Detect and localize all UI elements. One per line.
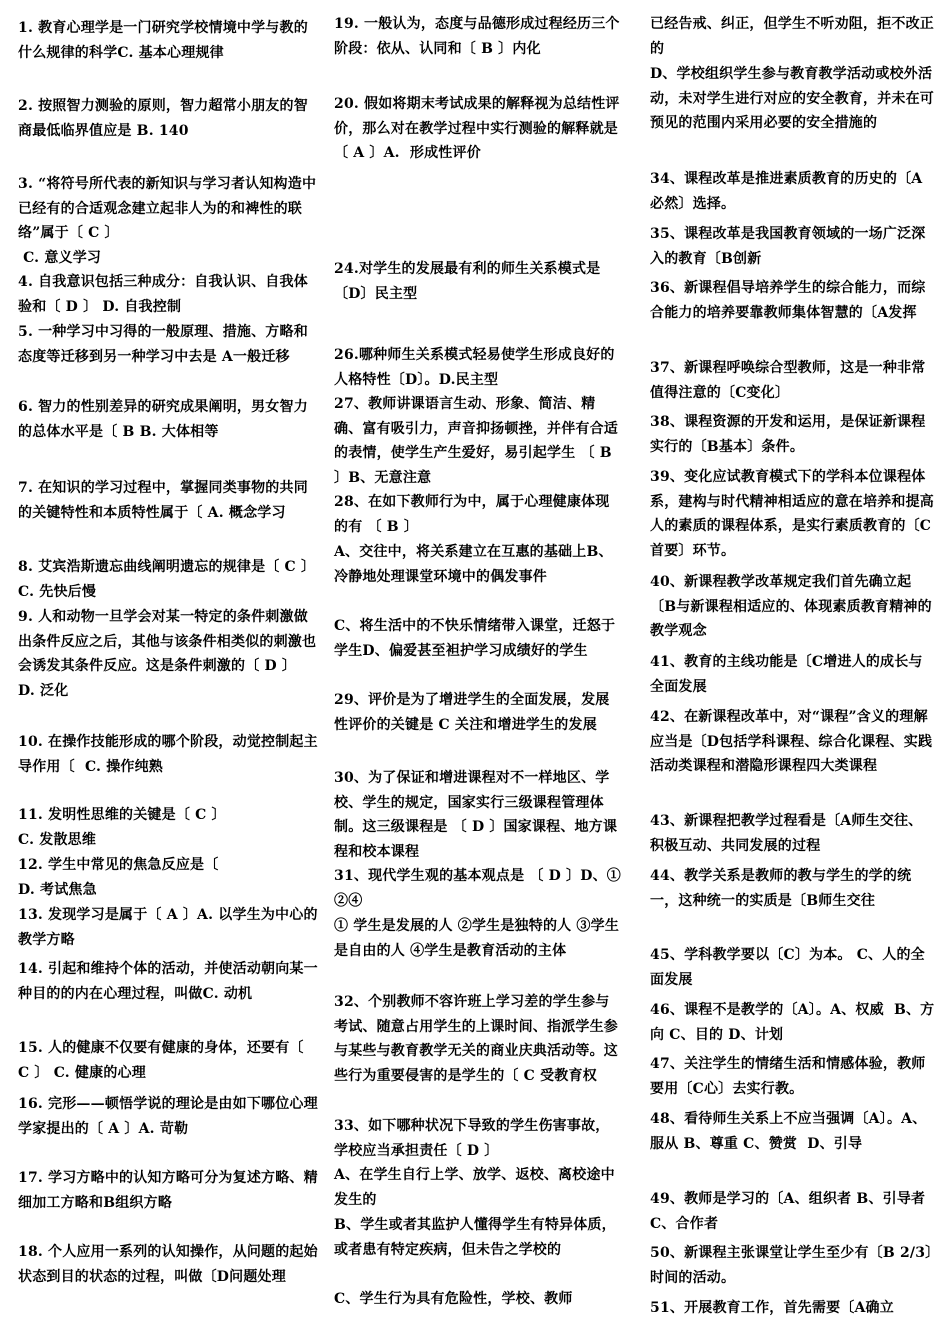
middle-column bbox=[334, 0, 622, 1344]
question-45: 45、学科教学要以〔C〕为本。 C、人的全面发展 bbox=[650, 947, 925, 988]
question-47: 47、关注学生的情绪生活和情感体验，教师要用〔C心〕去实行教。 bbox=[650, 1056, 926, 1097]
question-17: 17. 学习方略中的认知方略可分为复述方略、精细加工方略和B组织方略 bbox=[18, 1170, 318, 1211]
question-41: 41、教育的主线功能是〔C增进人的成长与全面发展 bbox=[650, 654, 923, 695]
question-10: 10. 在操作技能形成的哪个阶段，动觉控制起主导作用〔 C. 操作纯熟 bbox=[18, 734, 318, 775]
question-9: 9. 人和动物一旦学会对某一特定的条件刺激做出条件反应之后，其他与该条件相类似的刺激也会诱发其条件反应。这是条件刺激的〔 D 〕 D. 泛化 bbox=[18, 609, 317, 699]
question-42: 42、在新课程改革中，对“课程”含义的理解应当是〔D包括学科课程、综合化课程、实践活动类课程和潜隐形课程四大类课程 bbox=[650, 709, 933, 775]
question-7: 7. 在知识的学习过程中，掌握同类事物的共同的关键特性和本质特性属于〔 A. 概念学习 bbox=[18, 480, 308, 521]
question-31-statements: ① 学生是发展的人 ②学生是独特的人 ③学生是自由的人 ④学生是教育活动的主体 bbox=[334, 918, 620, 959]
question-13: 13. 发现学习是属于〔 A 〕A. 以学生为中心的教学方略 bbox=[18, 907, 318, 948]
question-1: 1. 教育心理学是一门研究学校情境中学与教的什么规律的科学C. 基本心理规律 bbox=[18, 20, 308, 61]
question-27: 27、教师讲课语言生动、形象、简洁、精确、富有吸引力，声音抑扬顿挫，并伴有合适的表情，使学生产生爱好，易引起学生 〔 B 〕B、无意注意 bbox=[334, 396, 618, 486]
question-31: 31、现代学生观的基本观点是 〔 D 〕D、①②④ bbox=[334, 868, 621, 909]
question-2: 2. 按照智力测验的原则，智力超常小朋友的智商最低临界值应是 B. 140 bbox=[18, 98, 308, 139]
question-20: 20. 假如将期末考试成果的解释视为总结性评价，那么对在教学过程中实行测验的解释就是〔 A 〕A. 形成性评价 bbox=[334, 96, 620, 162]
question-38: 38、课程资源的开发和运用，是保证新课程实行的〔B基本〕条件。 bbox=[650, 414, 926, 455]
question-37: 37、新课程呼唤综合型教师，这是一种非常值得注意的〔C变化〕 bbox=[650, 360, 926, 401]
question-16: 16. 完形——顿悟学说的理论是由如下哪位心理学家提出的〔 A 〕A. 苛勒 bbox=[18, 1096, 318, 1137]
question-34: 34、课程改革是推进素质教育的历史的〔A必然〕选择。 bbox=[650, 171, 923, 212]
right-column bbox=[650, 0, 935, 1344]
question-6: 6. 智力的性别差异的研究成果阐明，男女智力的总体水平是〔 B B. 大体相等 bbox=[18, 399, 308, 440]
question-14: 14. 引起和维持个体的活动，并使活动朝向某一种目的的内在心理过程，叫做C. 动机 bbox=[18, 961, 318, 1002]
question-28-options-cd: C、将生活中的不快乐情绪带入课堂，迁怒于学生D、偏爱甚至袒护学习成绩好的学生 bbox=[334, 618, 616, 659]
question-33-option-d: D、学校组织学生参与教育教学活动或校外活动，未对学生进行对应的安全教育，并未在可预见的范围内采用必要的安全措施的 bbox=[650, 66, 934, 132]
question-39: 39、变化应试教育模式下的学科本位课程体系，建构与时代精神相适应的意在培养和提高人的素质的课程体系，是实行素质教育的〔C首要〕环节。 bbox=[650, 469, 934, 559]
question-33-option-c: C、学生行为具有危险性，学校、教师 bbox=[334, 1291, 573, 1307]
question-11: 11. 发明性思维的关键是〔 C 〕 C. 发散思维 bbox=[18, 807, 226, 848]
question-36: 36、新课程倡导培养学生的综合能力，而综合能力的培养要靠教师集体智慧的〔A发挥 bbox=[650, 280, 926, 321]
question-33-option-c-cont: 已经告戒、纠正，但学生不听劝阻，拒不改正的 bbox=[650, 16, 934, 57]
question-35: 35、课程改革是我国教育领域的一场广泛深入的教育〔B创新 bbox=[650, 226, 926, 267]
question-40: 40、新课程教学改革规定我们首先确立起〔B与新课程相适应的、体现素质教育精神的教学观念 bbox=[650, 574, 932, 640]
question-29: 29、评价是为了增进学生的全面发展，发展性评价的关键是 C 关注和增进学生的发展 bbox=[334, 692, 610, 733]
question-44: 44、教学关系是教师的教与学生的学的统一，这种统一的实质是〔B师生交往 bbox=[650, 868, 912, 909]
question-15: 15. 人的健康不仅要有健康的身体，还要有〔 C 〕 C. 健康的心理 bbox=[18, 1040, 309, 1081]
question-28-options-ab: A、交往中，将关系建立在互惠的基础上B、冷静地处理课堂环境中的偶发事件 bbox=[334, 544, 613, 585]
question-18: 18. 个人应用一系列的认知操作，从问题的起始状态到目的状态的过程，叫做〔D问题处理 bbox=[18, 1244, 318, 1285]
question-46: 46、课程不是教学的〔A〕。A、权威 B、方向 C、目的 D、计划 bbox=[650, 1002, 935, 1043]
question-50: 50、新课程主张课堂让学生至少有〔B 2/3〕时间的活动。 bbox=[650, 1245, 933, 1286]
question-8: 8. 艾宾浩斯遗忘曲线阐明遗忘的规律是〔 C 〕 C. 先快后慢 bbox=[18, 559, 321, 600]
left-column bbox=[18, 0, 321, 1344]
question-12: 12. 学生中常见的焦急反应是〔 D. 考试焦急 bbox=[18, 857, 219, 898]
question-43: 43、新课程把教学过程看是〔A师生交往、积极互动、共同发展的过程 bbox=[650, 813, 923, 854]
question-32: 32、个别教师不容许班上学习差的学生参与考试、随意占用学生的上课时间、指派学生参与某些与教育教学无关的商业庆典活动等。这些行为重要侵害的是学生的〔 C 受教育权 bbox=[334, 994, 618, 1084]
question-33: 33、如下哪种状况下导致的学生伤害事故，学校应当承担责任〔 D 〕 bbox=[334, 1118, 610, 1159]
question-49: 49、教师是学习的〔A、组织者 B、引导者 C、合作者 bbox=[650, 1191, 931, 1232]
question-4: 4. 自我意识包括三种成分：自我认识、自我体验和〔 D 〕 D. 自我控制 bbox=[18, 274, 308, 315]
question-24: 24.对学生的发展最有利的师生关系模式是〔D〕民主型 bbox=[334, 261, 601, 302]
question-33-option-b: B、学生或者其监护人懂得学生有特异体质，或者患有特定疾病，但未告之学校的 bbox=[334, 1217, 616, 1258]
question-30: 30、为了保证和增进课程对不一样地区、学校、学生的规定，国家实行三级课程管理体制。这三级课程是 〔 D 〕国家课程、地方课程和校本课程 bbox=[334, 770, 618, 860]
question-51: 51、开展教育工作，首先需要〔A确立 bbox=[650, 1300, 894, 1316]
question-3: 3. “将符号所代表的新知识与学习者认知构造中已经有的合适观念建立起非人为的和裨性的联络”属于〔 C 〕 C. 意义学习 bbox=[18, 176, 317, 266]
question-48: 48、看待师生关系上不应当强调〔A〕。A、服从 B、尊重 C、赞赏 D、引导 bbox=[650, 1111, 927, 1152]
question-26: 26.哪种师生关系模式轻易使学生形成良好的人格特性〔D〕。D.民主型 bbox=[334, 347, 615, 388]
question-28: 28、在如下教师行为中，属于心理健康体现的有 〔 B 〕 bbox=[334, 494, 610, 535]
question-19: 19. 一般认为，态度与品德形成过程经历三个阶段：依从、认同和〔 B 〕内化 bbox=[334, 16, 620, 57]
question-5: 5. 一种学习中习得的一般原理、措施、方略和态度等迁移到另一种学习中去是 A一般迁移 bbox=[18, 324, 308, 365]
question-33-option-a: A、在学生自行上学、放学、返校、离校途中发生的 bbox=[334, 1167, 615, 1208]
